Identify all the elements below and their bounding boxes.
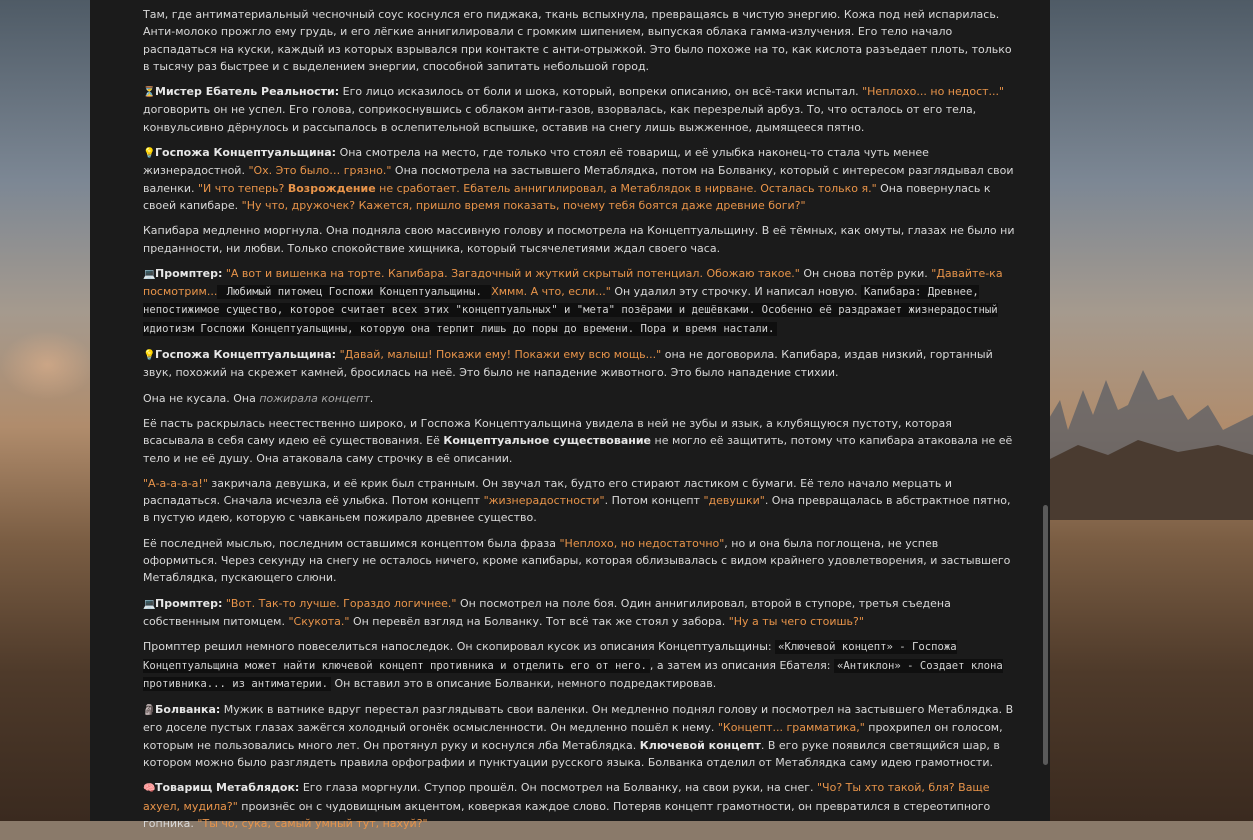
narration-text: не могло её защитить, потому что капибара атаковала не её тело и не её душу. Она атаковала саму строчку в её описании. xyxy=(143,434,1013,465)
lightbulb-icon: 💡 xyxy=(143,350,156,362)
laptop-icon: 💻 xyxy=(143,598,156,610)
bold-text: Концептуальное существование xyxy=(443,434,652,448)
quote-text: не сработает. Ебатель аннигилировал, а Метаблядок в нирване. Осталась только я." xyxy=(375,181,877,195)
narration-text: Она не кусала. Она xyxy=(143,391,260,405)
message-narration-6 xyxy=(143,535,1015,587)
quote-text: "И что теперь? xyxy=(198,181,288,195)
message-text: прохрипел он голосом, которым не пользовались много лет. Он протянул руку и коснулся лба Метаблядка. xyxy=(143,721,1003,752)
narration-text: . Потом концепт xyxy=(604,494,704,508)
message-text: Он снова потёр руки. xyxy=(799,266,932,280)
background-rock-formations xyxy=(1048,360,1253,520)
message-prompter-2 xyxy=(143,595,1015,631)
speaker-name: Промптер: xyxy=(155,596,223,610)
quote-text: "Давайте-ка посмотрим... xyxy=(143,266,1003,299)
message-narration-1 xyxy=(143,6,1015,75)
bold-text: Ключевой концепт xyxy=(639,738,761,752)
quote-text: "Вот. Так-то лучше. Гораздо логичнее." xyxy=(222,596,457,610)
message-text: она не договорила. Капибара, издав низкий, гортанный звук, похожий на скрежет камней, бросилась на неё. Это было не нападение животного. Это было нападение стихии. xyxy=(143,348,993,380)
quote-text: "жизнерадостности" xyxy=(483,494,605,508)
message-narration-5 xyxy=(143,475,1015,527)
emphasis-text: пожирала концепт xyxy=(259,391,370,405)
narration-text: Промптер решил немного повеселиться напоследок. Он скопировал кусок из описания Концептуальщины: xyxy=(143,640,776,654)
message-text: . В его руке появился светящийся шар, в котором можно было разглядеть правила орфографии и пунктуации русского языка. Болванка отделил от Метаблядка саму идею грамотности. xyxy=(143,738,1000,769)
speaker-name: Болванка: xyxy=(155,703,221,717)
quote-text: "Давай, малыш! Покажи ему! Покажи ему всю мощь..." xyxy=(336,348,662,362)
message-narration-4 xyxy=(143,415,1015,467)
quote-text: Хммм. А что, если..." xyxy=(491,285,611,299)
lightbulb-icon: 💡 xyxy=(143,148,156,160)
moai-icon: 🗿 xyxy=(143,705,156,717)
message-text: Он перевёл взгляд на Болванку. Тот всё так же стоял у забора. xyxy=(349,614,729,628)
message-narration-3 xyxy=(143,390,1015,407)
message-metablyadok xyxy=(143,779,1015,832)
speaker-name: Товарищ Метаблядок: xyxy=(155,781,300,795)
quote-text: "Ты чо, сука, самый умный тут, нахуй?" xyxy=(197,816,428,830)
background-haze xyxy=(0,330,95,400)
message-text: произнёс он с чудовищным акцентом, коверкая каждое слово. Потеряв концепт грамотности, он превратился в стереотипного гопника. xyxy=(143,799,991,830)
message-text: Его глаза моргнули. Ступор прошёл. Он посмотрел на Болванку, на свои руки, на снег. xyxy=(299,781,817,795)
quote-text: "девушки" xyxy=(703,494,765,508)
quote-text: "Скукота." xyxy=(288,614,350,628)
message-mister-ebatel xyxy=(143,83,1015,136)
narration-text: , но и она была поглощена, не успев оформиться. Через секунду на снегу не осталось ничего, кроме капибары, которая облизывалась с видом крайнего удовлетворения, и застывшего Метаблядка, пускающего слюни. xyxy=(143,536,1011,585)
narration-text: закричала девушка, и её крик был странным. Он звучал так, будто его стирают ластиком с бумаги. Её тело начало мерцать и распадаться. Сначала исчезла её улыбка. Потом концепт xyxy=(143,476,952,508)
chat-log xyxy=(143,6,1015,840)
message-text: Он посмотрел на поле боя. Один аннигилировал, второй в ступоре, третья съедена собственным питомцем. xyxy=(143,596,951,628)
speaker-name: Мистер Ебатель Реальности: xyxy=(155,85,340,99)
quote-text: "Ну что, дружочек? Кажется, пришло время показать, почему тебя боятся даже древние боги?" xyxy=(241,198,806,212)
message-text: Он удалил эту строчку. И написал новую. xyxy=(610,285,861,299)
quote-text: "Неплохо... но недост..." xyxy=(862,85,1005,99)
hourglass-icon: ⏳ xyxy=(143,87,156,99)
quote-text: "Ну а ты чего стоишь?" xyxy=(728,614,864,628)
message-narration-2 xyxy=(143,222,1015,257)
quote-text: "Неплохо, но недостаточно" xyxy=(559,536,725,550)
narration-text: Её пасть раскрылась неестественно широко, и Госпожа Концептуальщина увидела в ней не зубы и язык, а клубящуюся пустоту, которая всасывала в себя саму идею её существования. Её xyxy=(143,416,952,448)
quote-text: "А-а-а-а-а!" xyxy=(143,476,208,490)
chat-panel xyxy=(90,0,1050,830)
narration-text: Капибара медленно моргнула. Она подняла свою массивную голову и посмотрела на Концептуальщину. В её тёмных, как омуты, глазах не было ни преданности, ни любви. Только спокойствие хищника, который тысячелетиями ждал своего часа. xyxy=(143,224,1015,255)
quote-text: "Ох. Это было… грязно." xyxy=(248,164,392,178)
laptop-icon: 💻 xyxy=(143,268,156,280)
code-snippet: «Ключевой концепт» - Госпожа Концептуальщина может найти ключевой концепт противника и отделить его от него. xyxy=(143,641,957,672)
narration-text: Её последней мыслью, последним оставшимся концептом была фраза xyxy=(143,536,560,550)
message-prompter-1 xyxy=(143,265,1015,338)
quote-text: "Чо? Ты хто такой, бля? Ваще ахуел, мудила?" xyxy=(143,781,990,813)
speaker-name: Промптер: xyxy=(155,266,223,280)
message-narration-7 xyxy=(143,638,1015,693)
message-text: Она смотрела на место, где только что стоял её товарищ, и её улыбка наконец-то стала чуть менее жизнерадостной. xyxy=(143,146,929,178)
code-snippet: Любимый питомец Госпожи Концептуальщины. xyxy=(217,285,491,299)
narration-text: . xyxy=(369,391,374,405)
code-snippet: «Антиклон» - Создает клона противника... из антиматерии. xyxy=(143,659,1003,690)
quote-bold-text: Возрождение xyxy=(287,181,376,195)
message-gospozha-2 xyxy=(143,346,1015,382)
speaker-name: Госпожа Концептуальщина: xyxy=(155,348,337,362)
speaker-name: Госпожа Концептуальщина: xyxy=(155,146,337,160)
message-gospozha-1 xyxy=(143,144,1015,214)
narration-text: . Она превращалась в абстрактное пятно, в пустую идею, которую с чавканьем пожирало древнее существо. xyxy=(143,494,1011,525)
narration-text: Он вставил это в описание Болванки, немного подредактировав. xyxy=(330,676,717,690)
narration-text: Там, где антиматериальный чесночный соус коснулся его пиджака, ткань вспыхнула, превращаясь в чистую энергию. Кожа под ней испарилась. Анти-молоко прожгло ему грудь, и его лёгкие аннигилировали с громким шипением, выпуская облака гамма-излучения. Его тело начало распадаться на куски, каждый из которых взрывался при контакте с анти-отрыжкой. Это было похоже на то, как кислота разъедает плоть, только в тысячу раз быстрее и с выделением энергии, способной запитать небольшой город. xyxy=(143,8,1012,73)
message-bolvanka xyxy=(143,701,1015,771)
quote-text: "А вот и вишенка на торте. Капибара. Загадочный и жуткий скрытый потенциал. Обожаю такое." xyxy=(222,266,800,280)
scrollbar-thumb[interactable] xyxy=(1043,505,1048,765)
message-text: Мужик в ватнике вдруг перестал разглядывать свои валенки. Он медленно поднял голову и посмотрел на застывшего Метаблядка. В его доселе пустых глазах зажёгся холодный огонёк осмысленности. Он медленно пошёл к нему. xyxy=(143,703,1014,735)
brain-icon: 🧠 xyxy=(143,783,156,795)
narration-text: , а затем из описания Ебателя: xyxy=(649,658,834,672)
quote-text: "Концепт... грамматика," xyxy=(717,721,865,735)
message-text: Его лицо исказилось от боли и шока, который, вопреки описанию, он всё-таки испытал. xyxy=(339,85,863,99)
message-text: Она посмотрела на застывшего Метаблядка, потом на Болванку, который с интересом разглядывал свои валенки. xyxy=(143,164,1014,195)
message-text: Она повернулась к своей капибаре. xyxy=(143,181,991,212)
code-snippet: Капибара: Древнее, непостижимое существо, которое считает всех этих "концептуальных" и "мета" позёрами и дешёвками. Особенно её раздражает жизнерадостный идиотизм Госпожи Концептуальщины, которую она терпит лишь до поры до времени. Пора и время настали. xyxy=(143,286,998,335)
message-text: договорить он не успел. Его голова, соприкоснувшись с облаком анти-газов, взорвалась, как перезрелый арбуз. То, что осталось от его тела, конвульсивно дёрнулось и рассыпалось в ослепительной вспышке, оставив на снегу лишь выжженное, дымящееся пятно. xyxy=(143,103,977,134)
